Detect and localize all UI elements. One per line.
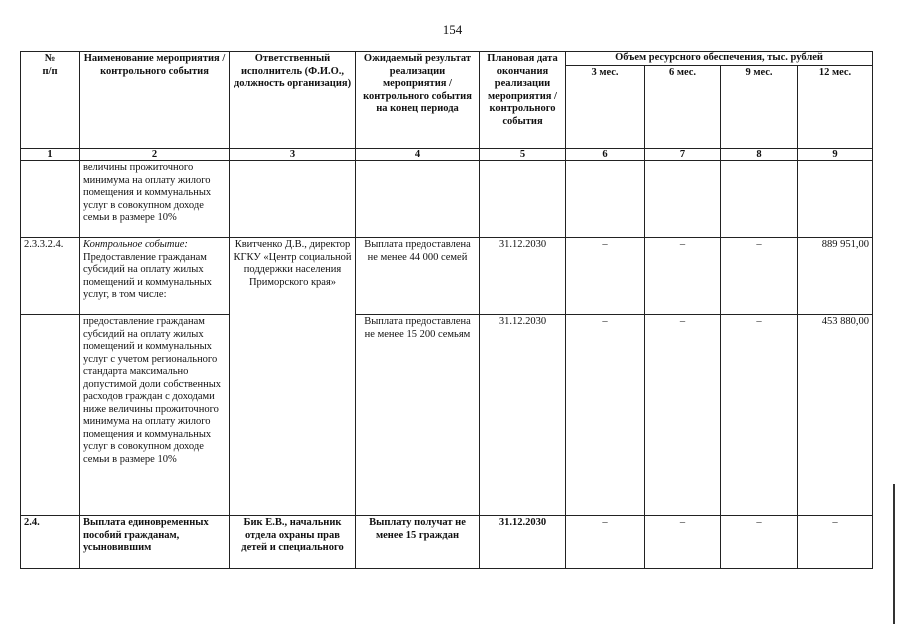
- cell-q3: –: [566, 315, 645, 516]
- cell-name: предоставление гражданам субсидий на оплату жилых помещений и коммунальных услуг с учетом регионального стандарта максимально допустимой доли собственных расходов граждан с доходами ниже величины прожиточного минимума на оплату жилого помещения и коммунальных услуг в совокупном доходе семьи в размере 10%: [80, 315, 230, 516]
- cell-num: [21, 161, 80, 238]
- cell-q9: [721, 161, 798, 238]
- control-event-label: Контрольное событие:: [83, 239, 188, 250]
- cell-q3: –: [566, 516, 645, 569]
- table-row: [21, 238, 873, 315]
- cell-result: Выплата предоставлена не менее 44 000 семей: [356, 238, 480, 315]
- header-date: Плановая дата окончания реализации мероприятия / контрольного события: [480, 52, 566, 149]
- column-numbers-row: [21, 149, 873, 161]
- header-row: [21, 52, 873, 66]
- cell-result: [356, 161, 480, 238]
- cell-date: [480, 161, 566, 238]
- table-row: [21, 161, 873, 238]
- header-q9: 9 мес.: [721, 65, 798, 148]
- cell-q12: [798, 161, 873, 238]
- cell-name: величины прожиточного минимума на оплату жилого помещения и коммунальных услуг в совокупном доходе семьи в размере 10%: [80, 161, 230, 238]
- header-q6: 6 мес.: [645, 65, 721, 148]
- cell-q12: 889 951,00: [798, 238, 873, 315]
- cell-q12: 453 880,00: [798, 315, 873, 516]
- colnum-7: 7: [645, 149, 721, 161]
- cell-name-text: Предоставление гражданам субсидий на оплату жилых помещений и коммунальных услуг, в том числе:: [83, 251, 212, 300]
- cell-responsible: Квитченко Д.В., директор КГКУ «Центр социальной поддержки населения Приморского края»: [230, 238, 356, 516]
- cell-name: Выплата единовременных пособий гражданам, усыновившим: [80, 516, 230, 569]
- colnum-8: 8: [721, 149, 798, 161]
- cell-date: 31.12.2030: [480, 315, 566, 516]
- colnum-1: 1: [21, 149, 80, 161]
- page-number: 154: [442, 22, 463, 37]
- cell-name: [80, 238, 230, 315]
- cell-responsible: [230, 161, 356, 238]
- cell-q3: [566, 161, 645, 238]
- colnum-9: 9: [798, 149, 873, 161]
- cell-result: Выплату получат не менее 15 граждан: [356, 516, 480, 569]
- cell-q6: [645, 161, 721, 238]
- header-responsible: Ответственный исполнитель (Ф.И.О., должность организация): [230, 52, 356, 149]
- cell-date: 31.12.2030: [480, 516, 566, 569]
- cell-date: 31.12.2030: [480, 238, 566, 315]
- header-name: Наименование мероприятия / контрольного события: [80, 52, 230, 149]
- header-num: № п/п: [21, 52, 80, 149]
- header-q12: 12 мес.: [798, 65, 873, 148]
- header-funding: Объем ресурсного обеспечения, тыс. рублей: [566, 52, 873, 66]
- cell-q9: –: [721, 516, 798, 569]
- cell-q6: –: [645, 238, 721, 315]
- cell-responsible: Бик Е.В., начальник отдела охраны прав детей и специального: [230, 516, 356, 569]
- cell-num: [21, 315, 80, 516]
- cell-q12: –: [798, 516, 873, 569]
- cell-q6: –: [645, 516, 721, 569]
- cell-num: 2.3.3.2.4.: [21, 238, 80, 315]
- cell-q9: –: [721, 238, 798, 315]
- table-row: [21, 516, 873, 569]
- cell-q3: –: [566, 238, 645, 315]
- cell-q6: –: [645, 315, 721, 516]
- colnum-4: 4: [356, 149, 480, 161]
- plan-table: [20, 51, 873, 569]
- header-q3: 3 мес.: [566, 65, 645, 148]
- table-row: [21, 315, 873, 516]
- scan-edge-line: [893, 484, 895, 624]
- header-result: Ожидаемый результат реализации мероприятия / контрольного события на конец периода: [356, 52, 480, 149]
- colnum-5: 5: [480, 149, 566, 161]
- cell-result: Выплата предоставлена не менее 15 200 семьям: [356, 315, 480, 516]
- colnum-6: 6: [566, 149, 645, 161]
- cell-num: 2.4.: [21, 516, 80, 569]
- colnum-2: 2: [80, 149, 230, 161]
- cell-q9: –: [721, 315, 798, 516]
- colnum-3: 3: [230, 149, 356, 161]
